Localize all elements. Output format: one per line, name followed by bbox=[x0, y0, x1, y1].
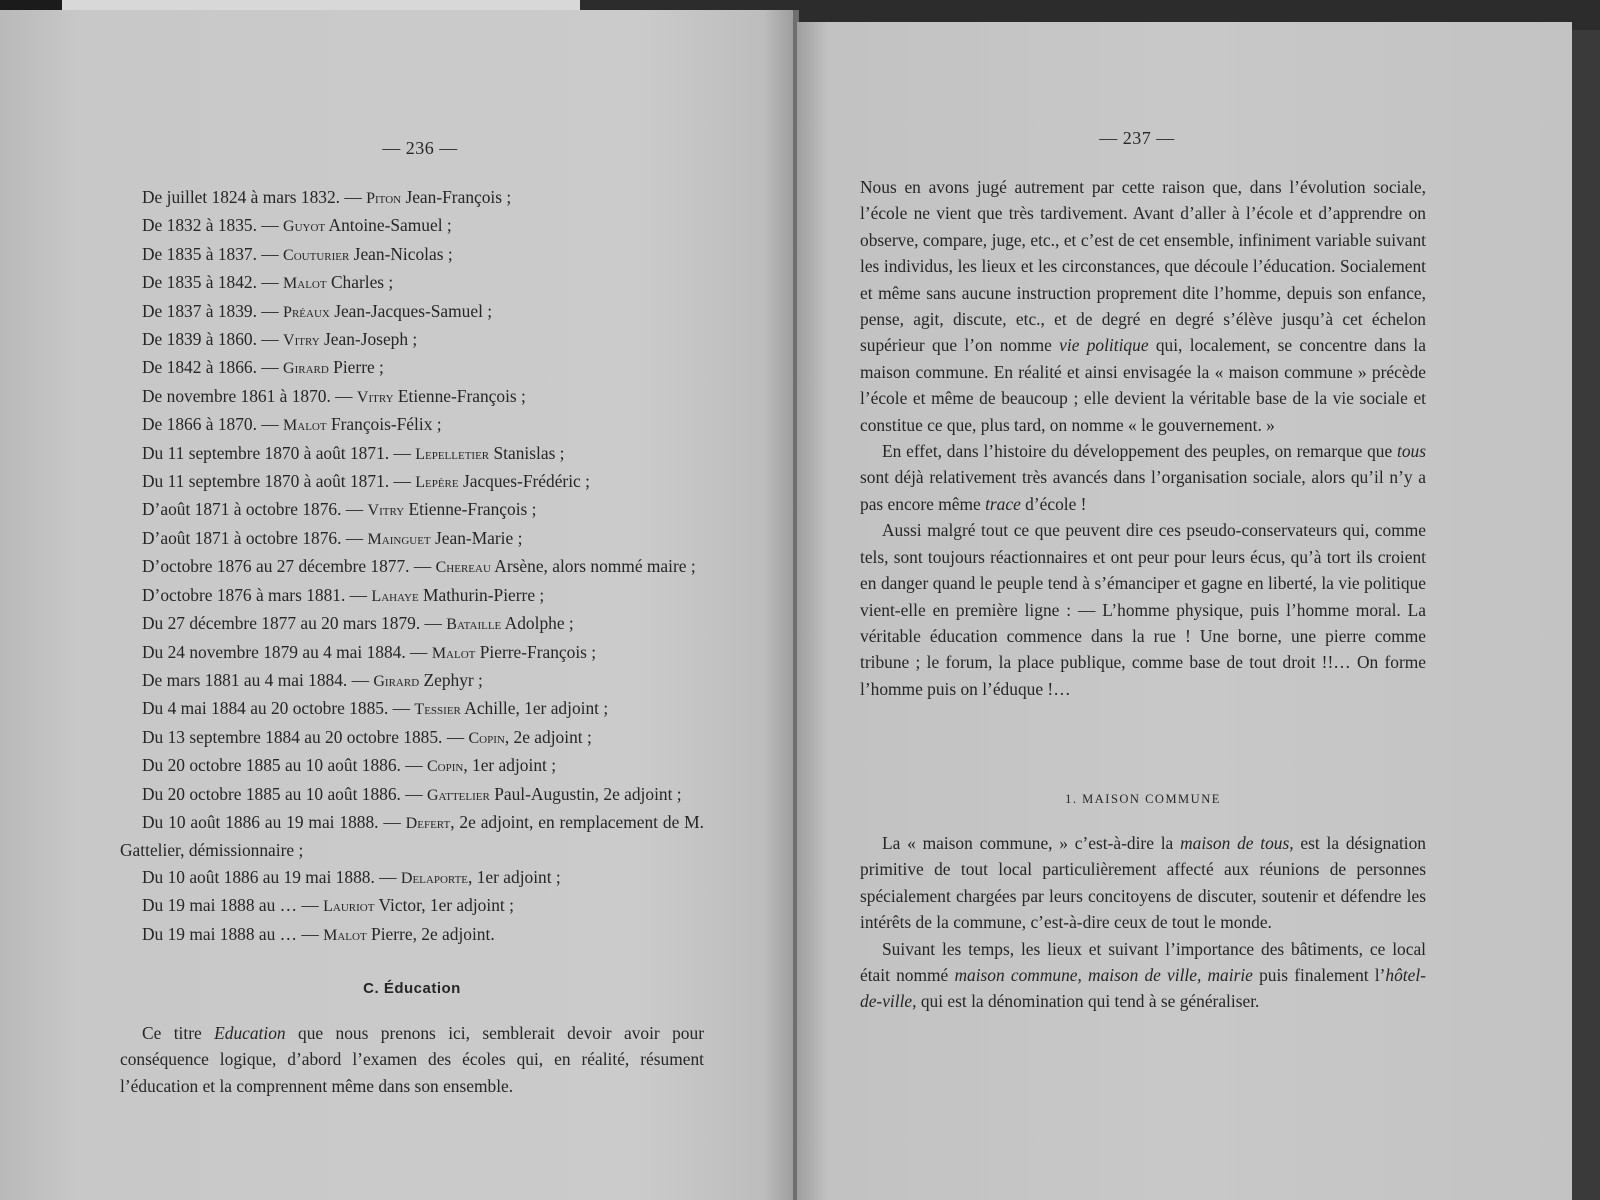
entries-list bbox=[120, 184, 704, 949]
entry-item bbox=[120, 921, 704, 949]
entry-surname: Couturier bbox=[283, 246, 350, 264]
entry-item bbox=[120, 781, 704, 809]
text-run: d’école ! bbox=[1020, 493, 1087, 514]
entry-item bbox=[120, 383, 704, 411]
entry-item bbox=[120, 582, 704, 610]
entry-text: De juillet 1824 à mars 1832. — bbox=[142, 187, 367, 207]
entry-item bbox=[120, 496, 704, 524]
entry-text: Pierre, 2e adjoint. bbox=[366, 923, 495, 944]
right-page-body-2 bbox=[860, 830, 1426, 1015]
entry-text: Jean-Marie ; bbox=[430, 527, 523, 548]
entry-item bbox=[120, 864, 704, 892]
entry-surname: Piton bbox=[366, 190, 402, 207]
entry-surname: Bataille bbox=[446, 616, 502, 634]
text-run: Ce titre bbox=[142, 1023, 215, 1043]
italic-run: hôtel-de-ville, bbox=[860, 965, 1426, 1012]
left-page bbox=[0, 10, 795, 1200]
entry-text: De 1835 à 1837. — bbox=[142, 243, 284, 264]
entry-text: Du 11 septembre 1870 à août 1871. — bbox=[142, 442, 416, 463]
entry-text: Du 11 septembre 1870 à août 1871. — bbox=[142, 471, 416, 492]
text-run: Suivant les temps, les lieux et suivant l’importance des bâtiments, ce local était nommé bbox=[860, 938, 1426, 986]
entry-text: Arsène, alors nommé maire ; bbox=[490, 556, 696, 577]
entry-text: De 1837 à 1839. — bbox=[142, 300, 284, 321]
italic-run: maison de tous, bbox=[1180, 833, 1294, 853]
entry-text: Pierre ; bbox=[328, 357, 384, 378]
entry-text: Mathurin-Pierre ; bbox=[418, 584, 545, 605]
entry-surname: Lepère bbox=[415, 474, 459, 492]
entry-text: Du 24 novembre 1879 au 4 mai 1884. — bbox=[142, 641, 432, 662]
entry-text: Etienne-François ; bbox=[393, 385, 526, 406]
education-paragraph bbox=[120, 1020, 704, 1099]
entry-item bbox=[120, 809, 704, 864]
entry-item bbox=[120, 724, 704, 752]
italic-run: tous bbox=[1397, 441, 1426, 462]
entry-text: Jean-François ; bbox=[401, 187, 512, 207]
entry-text: François-Félix ; bbox=[326, 414, 442, 435]
entry-surname: Mainguet bbox=[367, 530, 431, 548]
entry-item bbox=[120, 184, 704, 212]
entry-item bbox=[120, 241, 704, 269]
entry-item bbox=[120, 752, 704, 780]
entry-item bbox=[120, 695, 704, 723]
entry-text: D’août 1871 à octobre 1876. — bbox=[142, 499, 368, 520]
text-run: qui est la dénomination qui tend à se généraliser. bbox=[916, 991, 1260, 1012]
background-strip bbox=[60, 0, 580, 10]
entry-text: Charles ; bbox=[326, 272, 394, 293]
entry-text: Du 20 octobre 1885 au 10 août 1886. — bbox=[142, 755, 427, 776]
entry-surname: Lahaye bbox=[371, 587, 419, 605]
paragraph bbox=[860, 438, 1426, 517]
entry-text: , 1er adjoint ; bbox=[463, 755, 557, 776]
entry-text: Zephyr ; bbox=[419, 669, 483, 690]
entry-surname: Malot bbox=[431, 644, 476, 662]
entry-surname: Vitry bbox=[367, 502, 405, 520]
entry-text: De 1835 à 1842. — bbox=[142, 272, 284, 293]
italic-run: vie politique bbox=[1059, 335, 1149, 356]
entry-text: De 1839 à 1860. — bbox=[142, 329, 284, 350]
entry-text: Du 19 mai 1888 au … — bbox=[142, 895, 324, 916]
entry-item bbox=[120, 212, 704, 240]
entry-surname: Guyot bbox=[283, 218, 326, 236]
paragraph bbox=[860, 174, 1426, 438]
entry-text: De mars 1881 au 4 mai 1884. — bbox=[142, 669, 374, 690]
entry-item bbox=[120, 298, 704, 326]
entry-surname: Gattelier bbox=[426, 786, 490, 804]
entry-surname: Girard bbox=[373, 672, 420, 690]
entry-item bbox=[120, 411, 704, 439]
entry-text: Jean-Joseph ; bbox=[319, 329, 418, 350]
entry-surname: Malot bbox=[283, 275, 327, 293]
entry-text: , 2e adjoint ; bbox=[504, 726, 592, 747]
entry-surname: Malot bbox=[283, 417, 327, 435]
entry-text: Antoine-Samuel ; bbox=[325, 215, 452, 236]
entry-text: D’octobre 1876 au 27 décembre 1877. — bbox=[142, 556, 436, 577]
entry-text: Du 19 mai 1888 au … — bbox=[142, 923, 324, 944]
page-number-right: — 237 — bbox=[1099, 128, 1175, 148]
entry-text: Du 13 septembre 1884 au 20 octobre 1885. — bbox=[142, 726, 469, 747]
entry-text: Du 10 août 1886 au 19 mai 1888. — bbox=[142, 866, 401, 887]
entry-item bbox=[120, 525, 704, 553]
paragraph bbox=[860, 936, 1426, 1015]
text-run: La « maison commune, » c’est-à-dire la bbox=[882, 833, 1181, 853]
entry-item bbox=[120, 553, 704, 581]
entry-item bbox=[120, 639, 704, 667]
entry-surname: Lepelletier bbox=[415, 445, 490, 463]
entry-surname: Vitry bbox=[283, 332, 320, 350]
entry-surname: Girard bbox=[283, 360, 329, 378]
entry-surname: Copin bbox=[468, 729, 505, 747]
entry-item bbox=[120, 440, 704, 468]
entry-item bbox=[120, 326, 704, 354]
entry-surname: Defert bbox=[405, 814, 451, 832]
entry-text: De novembre 1861 à 1870. — bbox=[142, 385, 357, 406]
section-heading-maison-commune: 1. MAISON COMMUNE bbox=[1065, 792, 1221, 806]
entry-surname: Malot bbox=[323, 926, 367, 944]
entry-surname: Chereau bbox=[435, 559, 491, 577]
italic-run: trace bbox=[985, 493, 1021, 514]
italic-run: Education bbox=[214, 1023, 286, 1043]
entry-text: Stanislas ; bbox=[489, 442, 565, 463]
entry-text: Etienne-François ; bbox=[404, 499, 537, 520]
entry-text: Pierre-François ; bbox=[475, 641, 597, 662]
entry-item bbox=[120, 354, 704, 382]
entry-item bbox=[120, 269, 704, 297]
book-cover-edge bbox=[1572, 30, 1600, 1200]
entry-item bbox=[120, 667, 704, 695]
entry-text: Jean-Jacques-Samuel ; bbox=[329, 300, 493, 321]
text-run: que nous prenons ici, semblerait devoir avoir pour conséquence logique, d’abord l’examen des écoles qui, en réalité, résument l’éducation et la comprennent même dans son ensemble. bbox=[120, 1023, 704, 1096]
paragraph: Aussi malgré tout ce que peuvent dire ces pseudo-conservateurs qui, comme tels, sont toujours réactionnaires et ont peur pour leurs écus, qu’à tort ils croient en danger quand le peuple tend à s’émanciper et gagne en liberté, la vie politique vient-elle en première ligne : — L’homme physique, puis l’homme moral. La véritable éducation commence dans la rue ! Une borne, une pierre comme tribune ; le forum, la place publique, comme base de tout droit !!… On forme l’homme puis on l’éduque !… bbox=[860, 520, 1426, 699]
entry-item bbox=[120, 892, 704, 920]
entry-surname: Tessier bbox=[414, 701, 461, 719]
entry-surname: Copin bbox=[426, 758, 464, 776]
italic-run: maison commune, maison de ville, mairie bbox=[954, 965, 1253, 986]
entry-text: De 1832 à 1835. — bbox=[142, 215, 284, 236]
page-number-left: — 236 — bbox=[382, 138, 458, 158]
entry-text: , 1er adjoint ; bbox=[468, 866, 561, 887]
right-page bbox=[797, 22, 1572, 1200]
text-run: Nous en avons jugé autrement par cette raison que, dans l’évolution sociale, l’école ne vient que très tardivement. Avant d’aller à l’école et d’apprendre on observe, compare, juge, etc., et c’est de cet ensemble, infiniment variable suivant les individus, les lieux et les circonstances, que découle l’éducation. Socialement et même sans aucune instruction proprement dite l’homme, depuis son enfance, pense, agit, discute, etc., et de degré en degré s’élève jusqu’à cet échelon supérieur que l’on nomme bbox=[860, 177, 1426, 356]
paragraph bbox=[860, 830, 1426, 936]
entry-item bbox=[120, 610, 704, 638]
right-page-body bbox=[860, 174, 1426, 702]
entry-surname: Lauriot bbox=[323, 898, 375, 916]
entry-text: D’octobre 1876 à mars 1881. — bbox=[142, 584, 372, 605]
entry-surname: Delaporte bbox=[400, 869, 469, 887]
entry-text: D’août 1871 à octobre 1876. — bbox=[142, 527, 368, 548]
text-run: qui, localement, se concentre dans la maison commune. En réalité et ainsi envisagée la « maison commune » précède l’école et même de beaucoup ; elle devient la véritable base de la vie sociale et constitue ce que, plus tard, on nomme « le gouvernement. » bbox=[860, 335, 1426, 435]
entry-text: De 1842 à 1866. — bbox=[142, 357, 284, 378]
entry-item bbox=[120, 468, 704, 496]
entry-surname: Préaux bbox=[283, 303, 330, 321]
entry-text: Du 27 décembre 1877 au 20 mars 1879. — bbox=[142, 613, 447, 634]
section-heading-education: C. Éducation bbox=[363, 980, 461, 997]
entry-text: Achille, 1er adjoint ; bbox=[460, 698, 609, 719]
text-run: En effet, dans l’histoire du développement des peuples, on remarque que bbox=[882, 441, 1397, 462]
entry-text: Jean-Nicolas ; bbox=[349, 243, 453, 264]
entry-text: De 1866 à 1870. — bbox=[142, 414, 284, 435]
entry-text: Du 20 octobre 1885 au 10 août 1886. — bbox=[142, 783, 427, 804]
text-run: sont déjà relativement très avancés dans l’organisation sociale, alors qu’il n’y a pas encore même bbox=[860, 467, 1426, 514]
entry-text: Du 10 août 1886 au 19 mai 1888. — bbox=[142, 811, 406, 832]
entry-surname: Vitry bbox=[356, 388, 394, 406]
entry-text: Jacques-Frédéric ; bbox=[458, 471, 590, 492]
entry-text: Victor, 1er adjoint ; bbox=[374, 895, 514, 916]
entry-text: , 2e adjoint, en remplacement de M. Gattelier, démissionnaire ; bbox=[120, 811, 704, 861]
entry-text: Du 4 mai 1884 au 20 octobre 1885. — bbox=[142, 698, 415, 719]
entry-text: Adolphe ; bbox=[501, 613, 574, 634]
text-run: puis finalement l’ bbox=[1252, 965, 1386, 986]
entry-text: Paul-Augustin, 2e adjoint ; bbox=[489, 783, 682, 804]
text-run: est la désignation primitive de tout local particulièrement affecté aux réunions de personnes spécialement chargées par leurs concitoyens de discuter, soutenir et défendre les intérêts de la commune, c’est-à-dire ceux de tout le monde. bbox=[860, 833, 1427, 933]
